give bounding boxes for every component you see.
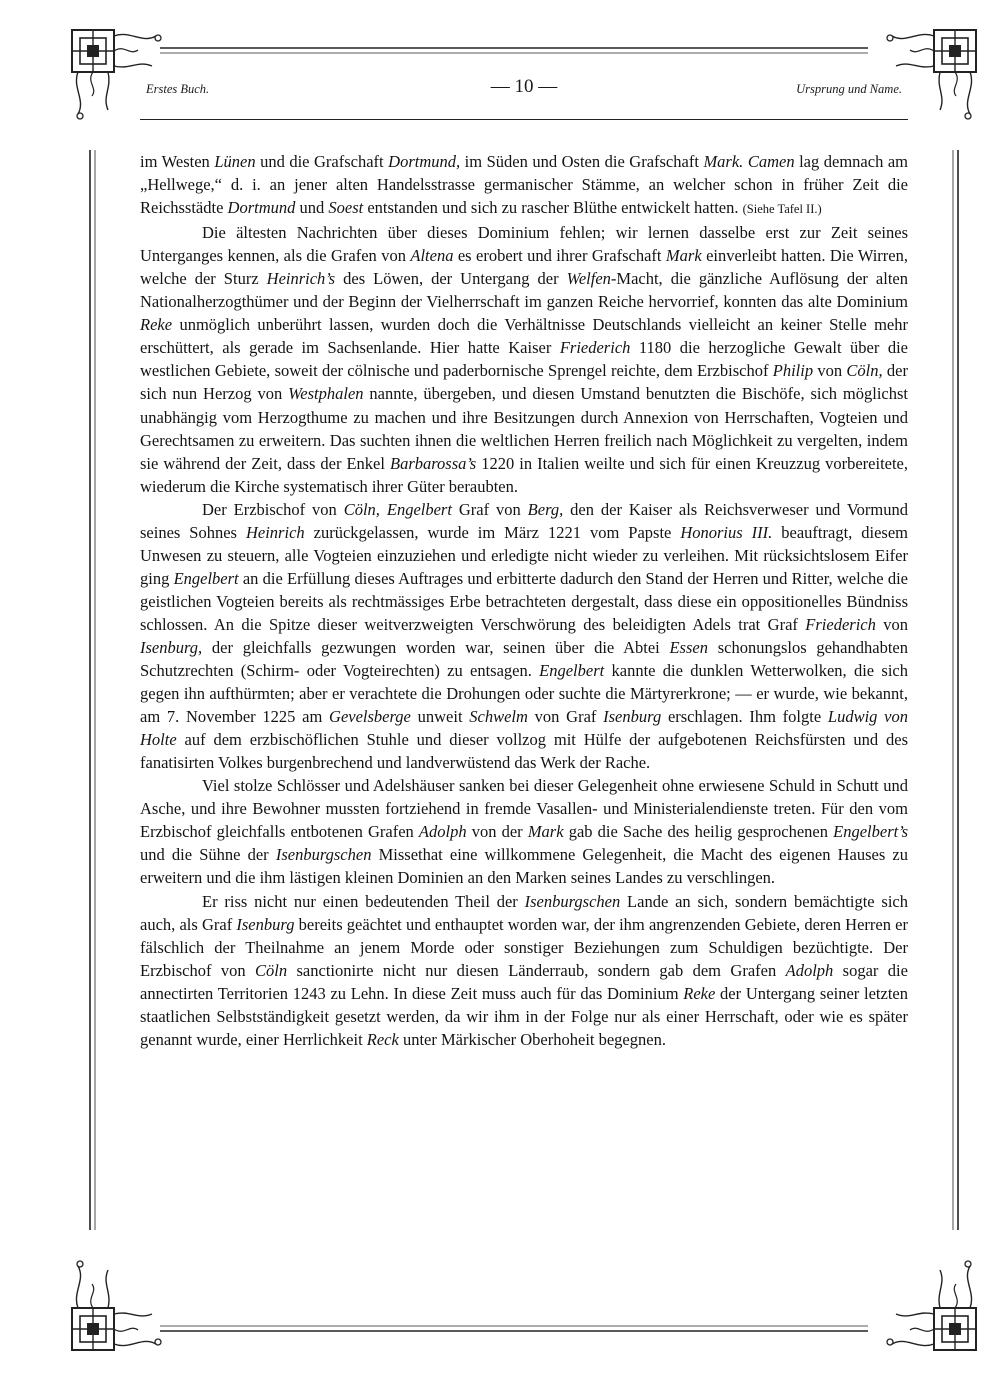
paragraph — [140, 221, 908, 498]
emphasis-text: Mark. — [703, 152, 744, 171]
emphasis-text: Mark — [527, 822, 564, 842]
text-run: des Löwen, der Untergang der — [335, 269, 567, 289]
text-run: beauftragt, diesem Unwesen zu steuern, alle Vogteien einzuziehen und erledigte nicht wieder zu verleihen. Mit rücksichtslosem Eifer ging — [140, 522, 909, 588]
emphasis-text: Reke — [140, 315, 173, 335]
header-book-title: Erstes Buch. — [146, 82, 210, 96]
text-run: Die ältesten Nachrichten über dieses Dominium fehlen; wir lernen dasselbe erst zur Zeit seines Unterganges kennen, als die Grafen von — [140, 223, 908, 266]
text-run: es erobert und ihrer Grafschaft — [453, 246, 666, 266]
emphasis-text: Berg, — [527, 499, 564, 519]
text-run: nannte, übergeben, und diesen Umstand benutzten die Bischöfe, sich möglichst unabhängig vom Herzogthume zu machen und ihre Besitzungen durch Annexion von Herrschaften, Vogteien und Gerechtsamen zu erweitern. Das suchten ihnen die weltlichen Herren freilich nach Möglichkeit zu vergelten, indem sie während der Zeit, dass der Enkel — [140, 384, 908, 473]
emphasis-text: Isenburgschen — [275, 845, 372, 865]
emphasis-text: Adolph — [785, 960, 834, 980]
text-run: unweit — [410, 707, 470, 727]
text-run: zurückgelassen, wurde im März 1221 vom Papste — [304, 522, 681, 542]
emphasis-text: Welfen- — [566, 269, 617, 289]
text-run: lag demnach am „Hellwege,“ d. i. an jener alten Handelsstrasse germanischer Stämme, an welcher schon in früher Zeit die Reichsstädte — [140, 152, 908, 218]
text-run: von — [875, 614, 909, 634]
text-run: schonungslos gehandhabten Schutzrechten (Schirm- oder Vogteirechten) zu entsagen. — [140, 637, 908, 681]
emphasis-text: Friederich — [559, 338, 631, 358]
text-run: (Siehe Tafel II.) — [742, 202, 822, 217]
text-run: Er riss nicht nur einen bedeutenden Theil der — [202, 891, 525, 911]
emphasis-text: Gevelsberge — [329, 707, 411, 727]
emphasis-text: Lünen — [214, 152, 256, 171]
emphasis-text: Cöln, — [846, 361, 883, 381]
emphasis-text: Essen — [669, 637, 708, 657]
running-header — [140, 76, 908, 102]
paragraph — [140, 774, 908, 889]
emphasis-text: Mark — [665, 246, 702, 266]
text-run: Lande an sich, sondern bemächtigte sich auch, als Graf — [140, 891, 909, 934]
text-run: von Graf — [527, 707, 604, 727]
text-run: der gleichfalls gezwungen worden war, seinen über die Abtei — [202, 637, 670, 657]
text-run: bereits geächtet und enthauptet worden war, der ihm angrenzenden Gebiete, deren Herren er fälschlich der Theilnahme an jenem Morde oder sonstiger Beziehungen zum Schuldigen bezüchtigte. Der Erzbischof von — [140, 914, 908, 980]
text-run: auf dem erzbischöflichen Stuhle und dieser vollzog mit Hülfe der aufgebotenen Reichsfürsten und des fanatisirten Volkes burgenbrechend und landverwüstend das Werk der Rache. — [140, 730, 908, 773]
emphasis-text: Adolph — [418, 822, 467, 842]
paragraph — [140, 890, 908, 1051]
emphasis-text: Ludwig von Holte — [140, 707, 908, 750]
text-run: der Untergang seiner letzten staatlichen Selbstständigkeit gesetzt werden, da wir ihm in der Folge nur als einer Herrschaft, oder wie es später genannt wurde, einer Herrlichkeit — [140, 983, 908, 1049]
text-run: unter Märkischer Oberhoheit begegnen. — [398, 1029, 666, 1049]
emphasis-text: Barbarossa’s — [390, 453, 477, 473]
emphasis-text: Heinrich — [245, 522, 305, 542]
text-run: und die Sühne der — [140, 845, 276, 865]
text-run: gab die Sache des heilig gesprochenen — [563, 822, 834, 842]
text-run: und die Grafschaft — [255, 152, 389, 171]
emphasis-text: Soest — [328, 198, 364, 218]
emphasis-text: Schwelm — [469, 707, 528, 727]
emphasis-text: Cöln, — [343, 499, 380, 519]
emphasis-text: Isenburg, — [140, 637, 203, 657]
emphasis-text: Engelbert — [173, 568, 239, 588]
page-number: — 10 — — [490, 76, 558, 97]
text-run: Graf von — [451, 499, 528, 519]
paragraph — [140, 498, 908, 775]
paragraph — [140, 150, 908, 221]
emphasis-text: Reke — [683, 983, 716, 1003]
emphasis-text: Friederich — [805, 614, 876, 634]
text-run: von der — [466, 822, 528, 842]
emphasis-text: Engelbert — [386, 499, 452, 519]
text-run — [380, 500, 387, 519]
emphasis-text: Westphalen — [288, 384, 364, 404]
text-run: sanctionirte nicht nur diesen Länderraub, sondern gab dem Grafen — [287, 960, 786, 980]
text-run: Der Erzbischof von — [202, 499, 344, 519]
emphasis-text: Altena — [410, 246, 454, 266]
text-run: an die Erfüllung dieses Auftrages und erbitterte dadurch den Stand der Herren und Ritter, welche die geistlichen Vogteien bereits als rechtmässiges Erbe betrachteten dergestalt, dass diese ein oppositionelles Bündniss schlossen. An die Spitze dieser weitverzweigten Verschwörung des beleidigten Adels trat Graf — [140, 568, 908, 634]
header-rule — [140, 119, 908, 120]
emphasis-text: Cöln — [255, 960, 288, 980]
emphasis-text: Isenburg — [236, 914, 295, 934]
text-run: kannte die dunklen Wetterwolken, die sich gegen ihn aufthürmten; aber er verachtete die Drohungen oder suchte die Märtyrerkrone; — er wurde, wie bekannt, am 7. November 1225 am — [140, 661, 908, 727]
text-run: sogar die annectirten Territorien 1243 zu Lehn. In diese Zeit muss auch für das Dominium — [140, 960, 908, 1003]
text-run: 1180 die herzogliche Gewalt über die westlichen Gebiete, soweit der cölnische und paderbornische Sprengel reichte, dem Erzbischof — [140, 338, 908, 381]
emphasis-text: Philip — [772, 361, 814, 381]
header-section-title: Ursprung und Name. — [796, 82, 902, 96]
text-run: einverleibt hatten. Die Wirren, welche der Sturz — [140, 246, 908, 289]
emphasis-text: Dortmund, — [388, 152, 461, 171]
text-run: erschlagen. Ihm folgte — [661, 707, 828, 727]
emphasis-text: Reck — [366, 1029, 399, 1049]
emphasis-text: Dortmund — [227, 198, 296, 218]
emphasis-text: Engelbert — [539, 661, 605, 681]
text-run: von — [813, 361, 847, 381]
emphasis-text: Heinrich’s — [266, 269, 336, 289]
text-run: und — [295, 198, 329, 218]
text-run: entstanden und sich zu rascher Blüthe entwickelt hatten. — [363, 198, 743, 218]
text-run: Missethat eine willkommene Gelegenheit, die Macht des eigenen Hauses zu erweitern und die ihm lästigen kleinen Dominien an den Marken seines Landes zu verschlingen. — [140, 845, 908, 888]
text-run: 1220 in Italien weilte und sich für einen Kreuzzug vorbereitete, wiederum die Kirche systematisch ihrer Güter beraubten. — [140, 453, 909, 496]
emphasis-text: Honorius III. — [680, 522, 773, 542]
emphasis-text: Isenburg — [603, 707, 662, 727]
emphasis-text: Isenburgschen — [524, 891, 621, 911]
text-run: der sich nun Herzog von — [140, 361, 909, 404]
text-run: Viel stolze Schlösser und Adelshäuser sanken bei dieser Gelegenheit ohne erwiesene Schuld in Schutt und Asche, und ihre Bewohner mussten fortziehend in fremde Vasallen- und Ministerialendienste treten. Für den vom Erzbischof gleichfalls entbotenen Grafen — [140, 776, 908, 842]
text-run: im Süden und Osten die Grafschaft — [460, 152, 704, 171]
text-run: den der Kaiser als Reichsverweser und Vormund seines Sohnes — [140, 499, 908, 542]
text-run: im Westen — [140, 152, 215, 171]
text-run: Macht, die gänzliche Auflösung der alten Nationalherzogthümer und der Beginn der Vielherrschaft im ganzen Reiche hervorrief, konnten das alte Dominium — [140, 269, 908, 312]
emphasis-text: Camen — [747, 152, 795, 171]
emphasis-text: Engelbert’s — [833, 822, 908, 842]
body-text — [140, 150, 908, 1051]
text-run: unmöglich unberührt lassen, wurden doch die Verhältnisse Deutschlands vielleicht an keiner Stelle mehr erschüttert, als gerade im Sachsenlande. Hier hatte Kaiser — [140, 315, 908, 358]
